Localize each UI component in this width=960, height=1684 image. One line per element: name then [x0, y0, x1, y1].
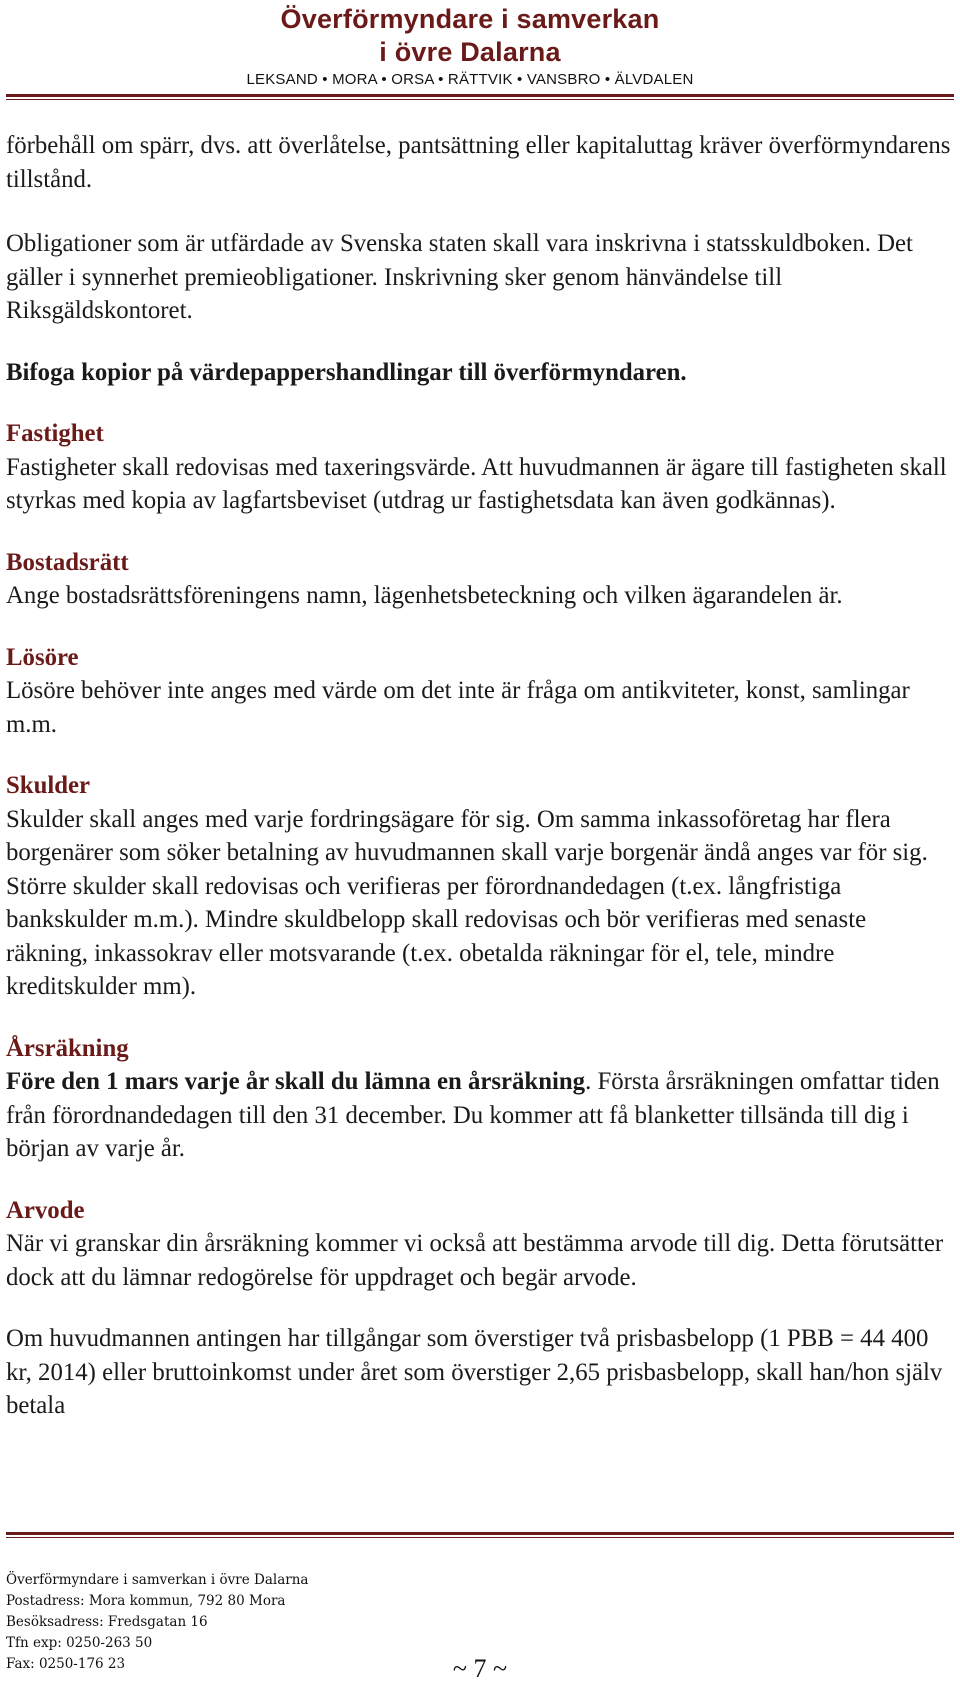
footer-phone: Tfn exp: 0250-263 50 — [6, 1635, 153, 1651]
org-name-line1: Överförmyndare i samverkan — [280, 4, 660, 34]
text-arvode: När vi granskar din årsräkning kommer vi också att bestämma arvode till dig. Detta förutsätter dock att du lämnar redogörelse för uppdraget och begär arvode. — [6, 1230, 944, 1291]
paragraph-obligationer: Obligationer som är utfärdade av Svenska staten skall vara inskrivna i statsskuldboken. Det gäller i synnerhet premieobligationer. Inskrivning sker genom hänvändelse till Riksgäldskontoret. — [6, 230, 913, 324]
heading-losore: Lösöre — [6, 643, 79, 671]
heading-bostadsratt: Bostadsrätt — [6, 548, 129, 576]
org-name-line2: i övre Dalarna — [379, 37, 561, 67]
header-divider-thick — [6, 94, 954, 97]
heading-skulder: Skulder — [6, 772, 91, 799]
paragraph-prisbasbelopp: Om huvudmannen antingen har tillgångar som överstiger två prisbasbelopp (1 PBB = 44 400 kr, 2014) eller bruttoinkomst under året som överstiger 2,65 prisbasbelopp, skall han/hon själv betala — [6, 1325, 943, 1419]
text-skulder: Skulder skall anges med varje fordringsägare för sig. Om samma inkassoföretag har flera borgenärer som söker betalning av huvudmannen skall varje borgenär ändå anges var för sig. Större skulder skall redovisas och verifieras per förordnandedagen (t.ex. långfristiga bankskulder m.m.). Mindre skuldbelopp skall redovisas och bör verifieras med senaste räkning, inkassokrav eller motsvarande (t.ex. obetalda räkningar för el, tele, mindre kreditskulder mm). — [6, 805, 928, 1000]
heading-arsrakning: Årsräkning — [6, 1034, 129, 1062]
header-divider-thin — [6, 99, 954, 100]
heading-fastighet: Fastighet — [6, 420, 104, 447]
arsrakning-rest: . Första årsräkningen omfattar tiden från förordnandedagen till den 31 december. Du kommer att få blanketter tillsända till dig i början av varje år. — [6, 1068, 940, 1162]
footer-divider-thick — [6, 1532, 954, 1535]
arsrakning-deadline: Före den 1 mars varje år skall du lämna en årsräkning — [6, 1068, 586, 1095]
heading-arvode: Arvode — [6, 1196, 85, 1224]
document-body — [6, 129, 954, 1423]
footer-divider-thin — [6, 1537, 954, 1538]
footer-org-name: Överförmyndare i samverkan i övre Dalarna — [6, 1572, 309, 1588]
member-towns: LEKSAND • MORA • ORSA • RÄTTVIK • VANSBRO • ÄLVDALEN — [246, 71, 694, 88]
text-bostadsratt: Ange bostadsrättsföreningens namn, lägenhetsbeteckning och vilken ägarandelen är. — [6, 582, 843, 609]
footer-fax: Fax: 0250-176 23 — [6, 1656, 126, 1672]
letterhead — [0, 0, 960, 100]
paragraph-forbehall: förbehåll om spärr, dvs. att överlåtelse, pantsättning eller kapitaluttag kräver överförmyndarens tillstånd. — [6, 132, 951, 193]
text-fastighet: Fastigheter skall redovisas med taxeringsvärde. Att huvudmannen är ägare till fastigheten skall styrkas med kopia av lagfartsbeviset (utdrag ur fastighetsdata kan även godkännas). — [6, 453, 947, 514]
text-losore: Lösöre behöver inte anges med värde om det inte är fråga om antikviteter, konst, samlingar m.m. — [6, 677, 910, 738]
footer-visit-address: Besöksadress: Fredsgatan 16 — [6, 1614, 208, 1630]
footer-postal-address: Postadress: Mora kommun, 792 80 Mora — [6, 1593, 286, 1609]
page-number: ~ 7 ~ — [452, 1654, 508, 1683]
text-arsrakning — [6, 1065, 954, 1166]
paragraph-bifoga: Bifoga kopior på värdepappershandlingar till överförmyndaren. — [6, 358, 687, 386]
